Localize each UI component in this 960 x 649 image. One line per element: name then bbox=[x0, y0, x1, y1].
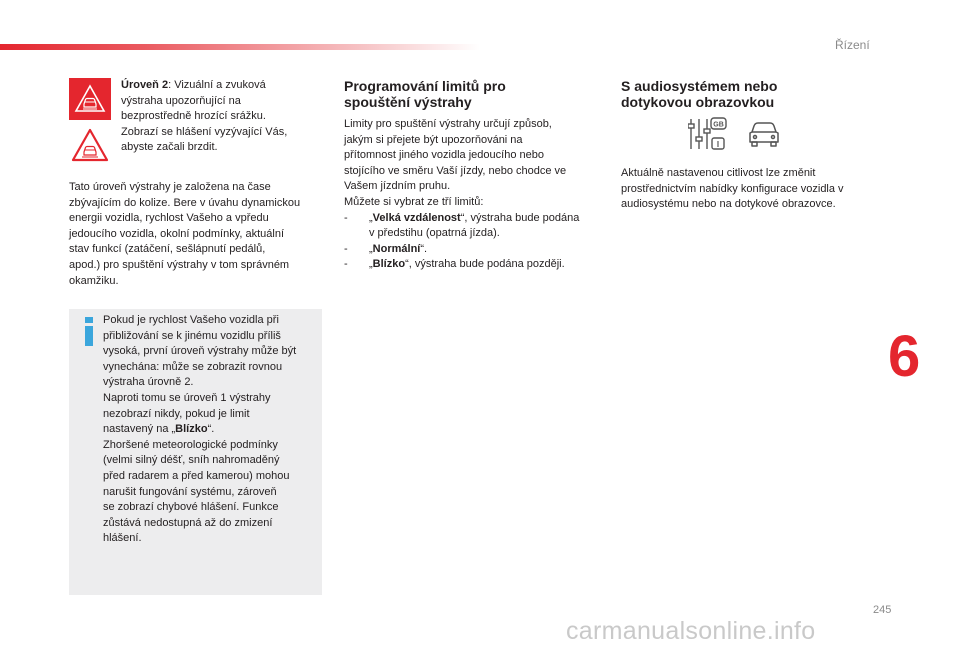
audio-icons bbox=[688, 116, 780, 152]
info-line: Zhoršené meteorologické podmínky bbox=[103, 438, 278, 451]
heading-line: dotykovou obrazovkou bbox=[621, 94, 775, 110]
info-line: výstraha úrovně 2. bbox=[103, 376, 194, 389]
paragraph-line: energii vozidla, rychlost Vašeho a vpředu bbox=[69, 212, 269, 225]
body-line: Limity pro spuštění výstrahy určují způsob, bbox=[344, 118, 552, 130]
info-line: přibližování se k jinému vozidlu příliš bbox=[103, 329, 281, 342]
list-item-bold: Normální bbox=[372, 242, 421, 255]
paragraph-line: apod.) pro spuštění výstrahy v tom správném bbox=[69, 258, 290, 271]
paragraph-line: jedoucího vozidla, okolní podmínky, aktuální bbox=[69, 227, 285, 240]
list-item-bold: Blízko bbox=[372, 258, 406, 271]
list-item-open-quote: „ bbox=[369, 211, 373, 224]
info-line: (velmi silný déšť, sníh nahromaděný bbox=[103, 454, 280, 467]
top-gradient-bar bbox=[0, 44, 480, 50]
heading-line: S audiosystémem nebo bbox=[621, 78, 778, 94]
paragraph-line: Tato úroveň výstrahy je založena na čase bbox=[69, 181, 271, 193]
list-item-text: “, výstraha bude podána bbox=[460, 211, 580, 224]
watermark: carmanualsonline.info bbox=[566, 617, 816, 645]
audio-system-body bbox=[621, 166, 881, 213]
audio-system-heading bbox=[621, 78, 881, 110]
heading-line: spouštění výstrahy bbox=[344, 94, 472, 110]
info-line: se zobrazí chybové hlášení. Funkce bbox=[103, 501, 279, 514]
list-item-text: “, výstraha bude podána později. bbox=[405, 258, 565, 271]
info-line-bold: Blízko bbox=[175, 423, 208, 436]
info-line: nezobrazí nikdy, pokud je limit bbox=[103, 407, 250, 420]
list-dash: - bbox=[344, 242, 348, 255]
collision-alert-red-icon bbox=[69, 78, 111, 120]
paragraph-line: okamžiku. bbox=[69, 274, 119, 287]
section-title: Řízení bbox=[835, 38, 870, 52]
i-label: I bbox=[716, 140, 720, 149]
settings-and-car-icons bbox=[688, 116, 780, 152]
level2-description bbox=[121, 78, 326, 156]
body-line: jakým si přejete být upozorňováni na bbox=[344, 133, 523, 146]
body-line: přítomnost jiného vozidla jedoucího nebo bbox=[344, 149, 544, 162]
body-line: audiosystému nebo na dotykové obrazovce. bbox=[621, 198, 836, 211]
list-item-bold: Velká vzdálenost bbox=[372, 211, 461, 224]
list-item-open-quote: „ bbox=[369, 258, 373, 271]
level2-line: Zobrazí se hlášení vyzývající Vás, bbox=[121, 125, 288, 138]
level2-title: Úroveň 2 bbox=[121, 79, 169, 91]
car-icon bbox=[750, 123, 778, 146]
body-line: Aktuálně nastavenou citlivost lze změnit bbox=[621, 167, 816, 179]
info-line: vysoká, první úroveň výstrahy může být bbox=[103, 345, 297, 358]
list-item-text: “. bbox=[420, 242, 428, 255]
body-line: prostřednictvím nabídky konfigurace vozidla v bbox=[621, 182, 844, 195]
body-line: Můžete si vybrat ze tří limitů: bbox=[344, 195, 484, 208]
programming-limits-heading bbox=[344, 78, 604, 110]
info-note bbox=[103, 313, 318, 547]
list-item bbox=[344, 211, 606, 242]
info-line: narušit fungování systému, zároveň bbox=[103, 485, 277, 498]
level2-line: bezprostředně hrozící srážku. bbox=[121, 110, 266, 123]
info-line: zůstává nedostupná až do zmizení bbox=[103, 516, 273, 529]
info-line-suffix: “. bbox=[207, 423, 215, 436]
list-item-open-quote: „ bbox=[369, 242, 373, 255]
list-item bbox=[344, 257, 606, 273]
body-line: Vašem jízdním pruhu. bbox=[344, 180, 451, 193]
info-line: vynechána: může se zobrazit rovnou bbox=[103, 360, 283, 373]
info-icon bbox=[82, 316, 96, 346]
list-item-continuation: v předstihu (opatrná jízda). bbox=[369, 227, 500, 240]
level2-line: : Vizuální a zvuková bbox=[168, 79, 266, 91]
gb-label: GB bbox=[713, 121, 724, 129]
info-line: Pokud je rychlost Vašeho vozidla při bbox=[103, 314, 279, 326]
level2-line: abyste začali brzdit. bbox=[121, 141, 218, 154]
limit-options-list bbox=[344, 211, 606, 273]
paragraph-line: zbývajícím do kolize. Bere v úvahu dynamickou bbox=[69, 196, 301, 209]
list-dash: - bbox=[344, 211, 348, 224]
body-line: stojícího ve směru Vaší jízdy, nebo chodce ve bbox=[344, 164, 567, 177]
heading-line: Programování limitů pro bbox=[344, 78, 506, 94]
info-line: Naproti tomu se úroveň 1 výstrahy bbox=[103, 391, 271, 404]
list-item bbox=[344, 242, 606, 258]
programming-limits-body bbox=[344, 117, 606, 273]
collision-alert-triangle-icon bbox=[69, 124, 111, 166]
list-dash: - bbox=[344, 258, 348, 271]
info-line: hlášení. bbox=[103, 532, 142, 545]
page-number: 245 bbox=[873, 604, 892, 616]
info-line: před radarem a před kamerou) mohou bbox=[103, 469, 290, 482]
alert-timing-paragraph bbox=[69, 180, 329, 289]
chapter-number: 6 bbox=[888, 324, 921, 389]
info-line-prefix: nastavený na „ bbox=[103, 423, 176, 436]
info-line-limit bbox=[103, 422, 318, 438]
paragraph-line: stav funkcí (zatáčení, sešlápnutí pedálů, bbox=[69, 243, 266, 256]
level2-line: výstraha upozorňující na bbox=[121, 94, 241, 107]
